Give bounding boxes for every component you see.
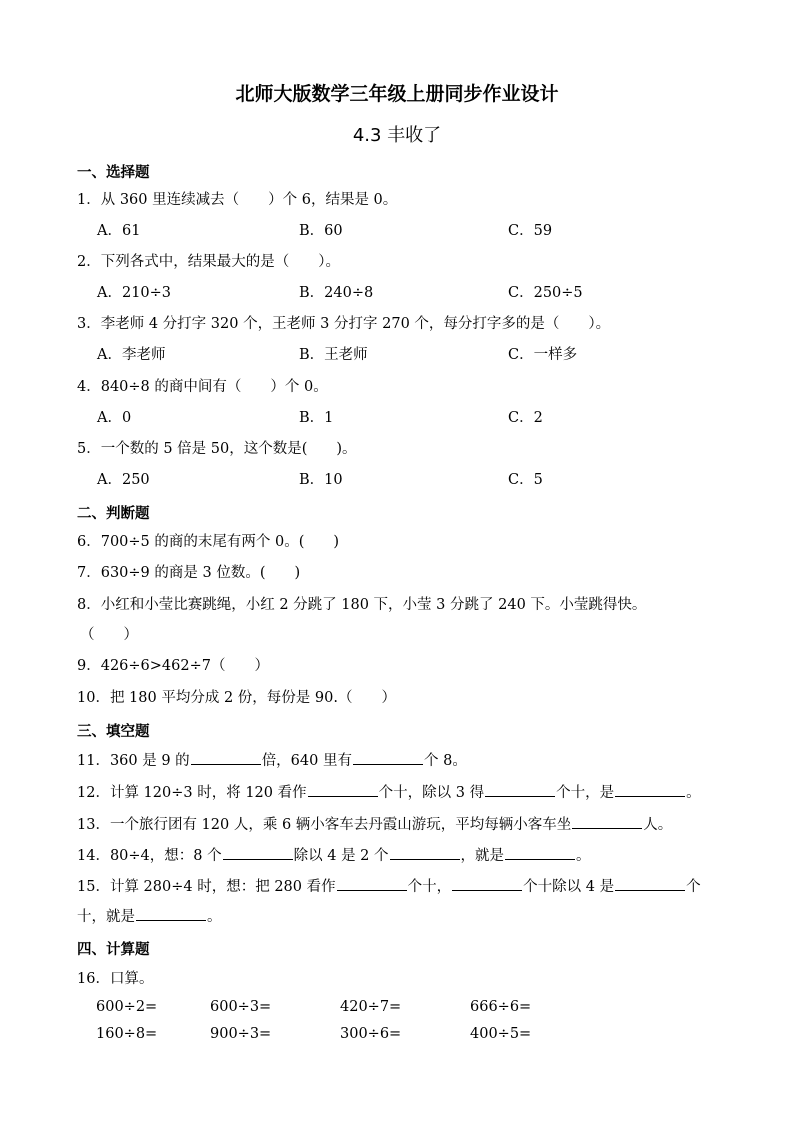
- question-2: 2．下列各式中，结果最大的是（ ）。: [77, 254, 340, 270]
- q12-text-1: 12．计算 120÷3 时，将 120 看作: [77, 785, 307, 801]
- q2-option-a[interactable]: A．210÷3: [97, 285, 172, 301]
- q12-text-4: 。: [686, 785, 701, 801]
- calc-item: 160÷8=: [96, 1026, 158, 1042]
- page-subtitle: 4.3 丰收了: [352, 125, 442, 146]
- calc-item: 400÷5=: [470, 1026, 532, 1042]
- question-4: 4．840÷8 的商中间有（ ）个 0。: [77, 379, 328, 395]
- q3-option-a[interactable]: A．李老师: [97, 347, 166, 363]
- q11-blank-2[interactable]: [353, 750, 423, 765]
- q13-text-1: 13．一个旅行团有 120 人，乘 6 辆小客车去丹霞山游玩，平均每辆小客车坐: [77, 817, 572, 833]
- q12-text-3: 个十，是: [556, 785, 615, 801]
- q1-option-a[interactable]: A．61: [97, 223, 141, 239]
- page-title: 北师大版数学三年级上册同步作业设计: [235, 83, 559, 105]
- q14-text-2: 除以 4 是 2 个: [293, 848, 389, 864]
- section-calc: 四、计算题: [77, 942, 150, 958]
- q12-blank-3[interactable]: [615, 782, 685, 797]
- q14-text-3: ，就是: [460, 848, 505, 864]
- q15-blank-2[interactable]: [452, 876, 522, 891]
- q4-option-a[interactable]: A．0: [97, 410, 132, 426]
- q13-blank-1[interactable]: [572, 814, 642, 829]
- question-3: 3．李老师 4 分打字 320 个，王老师 3 分打字 270 个，每分打字多的是（ ）。: [77, 316, 611, 332]
- q14-blank-2[interactable]: [390, 845, 460, 860]
- q14-text-4: 。: [576, 848, 591, 864]
- q3-option-b[interactable]: B．王老师: [299, 347, 368, 363]
- q12-blank-1[interactable]: [308, 782, 378, 797]
- q15-text-5: 十，就是: [77, 909, 135, 925]
- question-11: [77, 750, 467, 771]
- question-8: 8．小红和小莹比赛跳绳，小红 2 分跳了 180 下，小莹 3 分跳了 240 下。小莹跳得快。: [77, 597, 647, 613]
- q1-option-b[interactable]: B．60: [299, 223, 343, 239]
- section-fill: 三、填空题: [77, 724, 150, 740]
- question-7: 7．630÷9 的商是 3 位数。( ): [77, 565, 301, 581]
- q14-blank-1[interactable]: [223, 845, 293, 860]
- q14-text-1: 14．80÷4，想：8 个: [77, 848, 222, 864]
- q4-option-c[interactable]: C．2: [508, 410, 543, 426]
- q11-text-3: 个 8。: [423, 753, 467, 769]
- q11-text-1: 11．360 是 9 的: [77, 753, 190, 769]
- question-5: 5．一个数的 5 倍是 50，这个数是( )。: [77, 441, 357, 457]
- q15-text-6: 。: [207, 909, 222, 925]
- calc-item: 900÷3=: [210, 1026, 272, 1042]
- q1-option-c[interactable]: C．59: [508, 223, 553, 239]
- section-judge: 二、判断题: [77, 506, 150, 522]
- section-choice: 一、选择题: [77, 165, 150, 181]
- q11-text-2: 倍，640 里有: [261, 753, 352, 769]
- q14-blank-3[interactable]: [505, 845, 575, 860]
- question-9: 9．426÷6>462÷7（ ）: [77, 658, 269, 674]
- q11-blank-1[interactable]: [191, 750, 261, 765]
- question-6: 6．700÷5 的商的末尾有两个 0。( ): [77, 534, 340, 550]
- q15-blank-1[interactable]: [337, 876, 407, 891]
- q4-option-b[interactable]: B．1: [299, 410, 334, 426]
- question-13: [77, 814, 672, 835]
- q2-option-b[interactable]: B．240÷8: [299, 285, 374, 301]
- calc-item: 600÷2=: [96, 999, 158, 1015]
- question-12: [77, 782, 701, 803]
- question-8-answer[interactable]: （ ）: [80, 627, 138, 643]
- question-15-cont: [77, 906, 222, 927]
- question-1: 1．从 360 里连续减去（ ）个 6，结果是 0。: [77, 192, 398, 208]
- question-16: 16．口算。: [77, 971, 154, 987]
- q5-option-c[interactable]: C．5: [508, 472, 543, 488]
- q13-text-2: 人。: [643, 817, 673, 833]
- q15-blank-4[interactable]: [136, 906, 206, 921]
- calc-item: 420÷7=: [340, 999, 402, 1015]
- question-15: [77, 876, 701, 897]
- calc-item: 600÷3=: [210, 999, 272, 1015]
- q12-blank-2[interactable]: [485, 782, 555, 797]
- calc-item: 300÷6=: [340, 1026, 402, 1042]
- q5-option-b[interactable]: B．10: [299, 472, 343, 488]
- q5-option-a[interactable]: A．250: [97, 472, 150, 488]
- q15-text-2: 个十，: [407, 879, 452, 895]
- q15-blank-3[interactable]: [615, 876, 685, 891]
- calc-item: 666÷6=: [470, 999, 532, 1015]
- question-10: 10．把 180 平均分成 2 份，每份是 90.（ ）: [77, 690, 396, 706]
- q12-text-2: 个十，除以 3 得: [378, 785, 485, 801]
- question-14: [77, 845, 591, 866]
- q15-text-1: 15．计算 280÷4 时，想：把 280 看作: [77, 879, 336, 895]
- q2-option-c[interactable]: C．250÷5: [508, 285, 583, 301]
- q3-option-c[interactable]: C．一样多: [508, 347, 578, 363]
- q15-text-4: 个: [686, 879, 701, 895]
- q15-text-3: 个十除以 4 是: [523, 879, 615, 895]
